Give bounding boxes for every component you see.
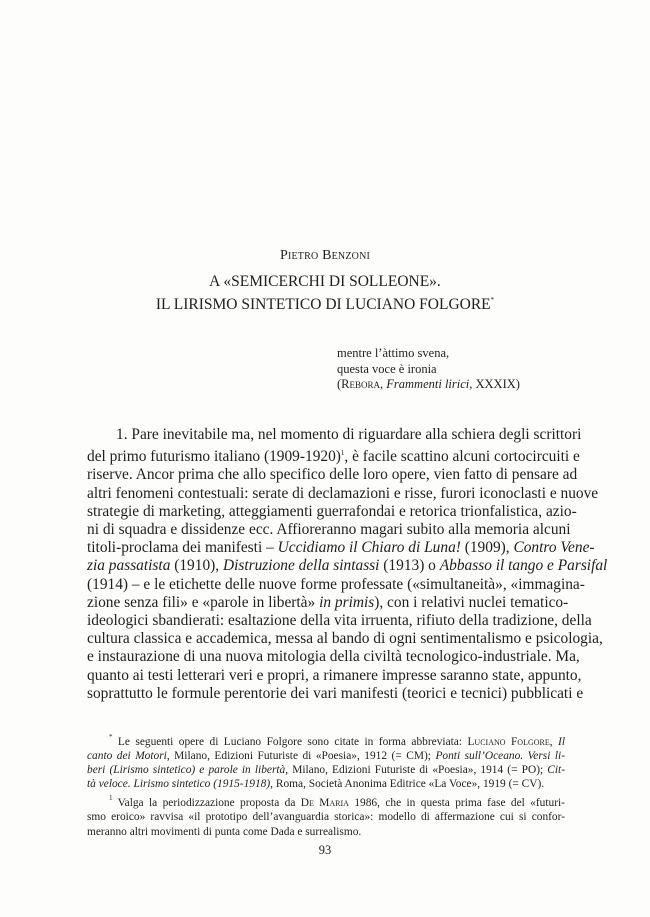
body-line: altri fenomeni contestuali: serate di declamazioni e risse, furori iconoclasti e nuove	[87, 484, 599, 502]
title-line-2: IL LIRISMO SINTETICO DI LUCIANO FOLGORE*	[155, 296, 495, 313]
body-line: titoli-proclama dei manifesti – Uccidiamo il Chiaro di Luna! (1909), Contro Vene-	[87, 539, 595, 557]
epigraph-author: Rebora	[341, 377, 381, 391]
body-line: quanto ai testi letterari veri e propri, a rimanere impresse saranno state, appunto,	[87, 666, 582, 684]
epigraph-line-1: mentre l’àttimo svena,	[337, 346, 450, 360]
body-line: ni di squadra e dissidenze ecc. Affioreranno magari subito alla memoria alcuni	[87, 521, 571, 539]
body-line: zia passatista (1910), Distruzione della sintassi (1913) o Abbasso il tango e Parsifal	[87, 557, 608, 575]
footnotes	[87, 730, 565, 839]
body-line: e instaurazione di una nuova mitologia della civiltà tecnologico-industriale. Ma,	[87, 648, 580, 666]
title-footnote-marker: *	[490, 296, 495, 304]
epigraph-line-2: questa voce è ironia	[337, 361, 437, 376]
epigraph-work: Frammenti lirici	[386, 377, 470, 391]
footnote-ref-1: 1	[340, 449, 345, 458]
footnote-line: canto dei Motori, Milano, Edizioni Futuriste di «Poesia», 1912 (= CM); Ponti sull’Oceano. Versi li-	[87, 750, 565, 763]
title-line-1: A «SEMICERCHI DI SOLLEONE».	[209, 273, 441, 290]
body-line: del primo futurismo italiano (1909-1920)$^1$, è facile scattino alcuni cortocircuiti e	[87, 448, 580, 466]
footnote-marker-1: 1	[109, 794, 113, 803]
footnote-line: smo eroico» ravvisa «il prototipo dell’avanguardia storica»: modello di affermazione cui si confor-	[87, 811, 565, 824]
epigraph	[337, 346, 637, 393]
footnote-line: beri (Lirismo sintetico) e parole in libertà, Milano, Edizioni Futuriste di «Poesia», 1914 (= PO); Cit-	[87, 764, 565, 777]
footnote-line: * Le seguenti opere di Luciano Folgore sono citate in forma abbreviata: Luciano Folgore, Il	[109, 733, 565, 748]
body-line: cultura classica e accademica, messa al bando di ogni sentimentalismo e psicologia,	[87, 630, 603, 648]
body-text	[87, 426, 608, 703]
article-title	[0, 273, 650, 314]
footnote-line: $^1$ Valga la periodizzazione proposta da De Maria 1986, che in questa prima fase del «futuri-	[109, 794, 565, 810]
page-number: 93	[318, 843, 332, 857]
body-line: (1914) – e le etichette delle nuove forme professate («simultaneità», «immagina-	[87, 575, 585, 593]
footnote-line: tà veloce. Lirismo sintetico (1915-1918), Roma, Società Anonima Editrice «La Voce», 1919 (= CV).	[87, 778, 545, 791]
author-name: Pietro Benzoni	[279, 248, 371, 263]
body-line: ideologici sbandierati: esaltazione della vita irruenta, rifiuto della tradizione, della	[87, 612, 592, 630]
body-line: 1. Pare inevitabile ma, nel momento di riguardare alla schiera degli scrittori	[116, 426, 582, 443]
body-line: soprattutto le formule perentorie dei vari manifesti (teorici e tecnici) pubblicati e	[87, 684, 584, 702]
footnote-line: meranno altri movimenti di punta come Dada e surrealismo.	[87, 825, 362, 838]
body-line: strategie di marketing, atteggiamenti guerrafondai e retorica trionfalistica, azio-	[87, 502, 577, 520]
epigraph-citation: (Rebora, Frammenti lirici, XXXIX)	[337, 377, 520, 391]
body-line: zione senza fili» e «parole in libertà» in primis), con i relativi nuclei tematico-	[87, 593, 569, 611]
footnote-marker-star: *	[109, 733, 113, 741]
body-line: riserve. Ancor prima che allo specifico delle loro opere, vien fatto di pensare ad	[87, 466, 578, 484]
